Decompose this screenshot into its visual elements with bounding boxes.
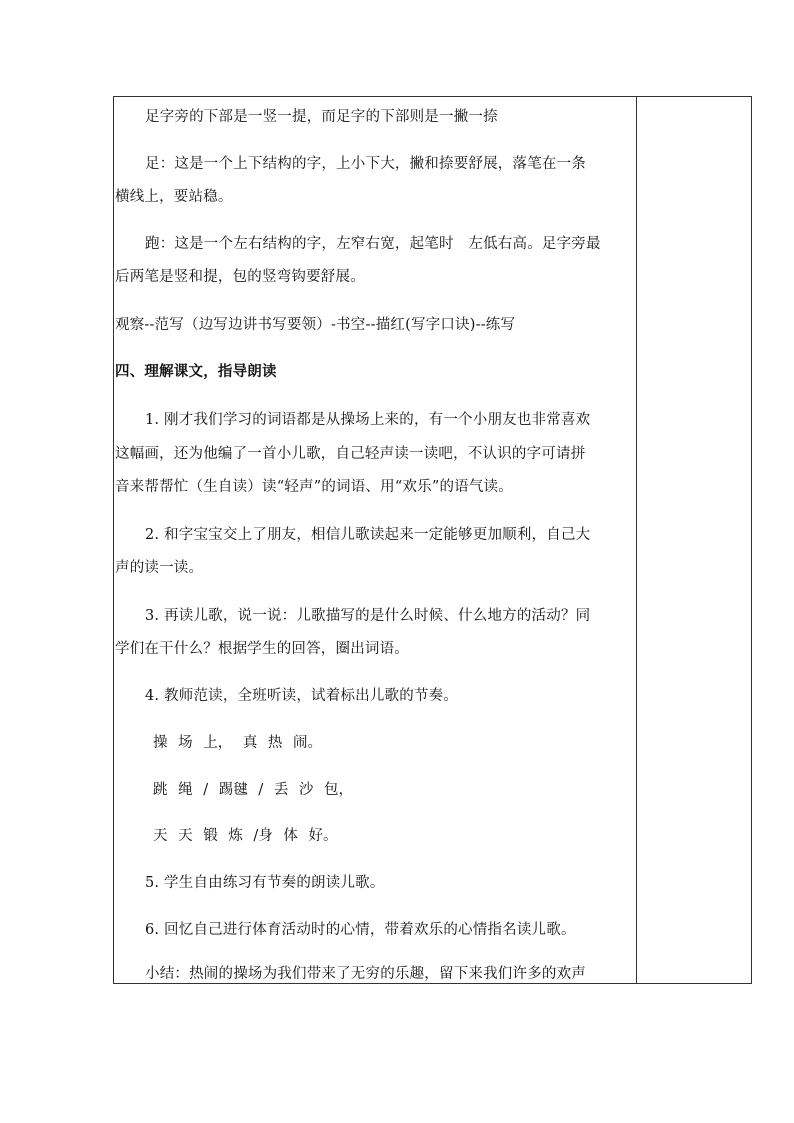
- text-line: 声的读一读。: [115, 560, 204, 576]
- text-line: 学们在干什么？根据学生的回答，圈出词语。: [115, 641, 409, 657]
- text-line: 1. 刚才我们学习的词语都是从操场上来的，有一个小朋友也非常喜欢: [145, 412, 591, 428]
- text-line: 观察--范写（边写边讲书写要领）-书空--描红(写字口诀)--练写: [115, 317, 516, 333]
- text-line: 这幅画，还为他编了一首小儿歌，自己轻声读一读吧，不认识的字可请拼: [115, 446, 586, 462]
- text-line: 2. 和字宝宝交上了朋友，相信儿歌读起来一定能够更加顺利，自己大: [145, 527, 591, 543]
- section-heading: 四、理解课文，指导朗读: [115, 363, 277, 380]
- text-line: 横线上，要站稳。: [115, 189, 233, 205]
- text-line: 5. 学生自由练习有节奏的朗读儿歌。: [145, 875, 385, 891]
- text-line: 3. 再读儿歌，说一说：儿歌描写的是什么时候、什么地方的活动？同: [145, 608, 591, 624]
- text-line: 小结：热闹的操场为我们带来了无穷的乐趣，留下来我们许多的欢声: [145, 966, 586, 982]
- text-line: 跑：这是一个左右结构的字，左窄右宽，起笔时 左低右高。足字旁最: [145, 236, 601, 252]
- text-line: 4. 教师范读，全班听读，试着标出儿歌的节奏。: [145, 688, 459, 704]
- rhyme-line: 操 场 上， 真 热 闹。: [153, 735, 323, 751]
- text-line: 6. 回忆自己进行体育活动时的心情，带着欢乐的心情指名读儿歌。: [145, 922, 576, 938]
- text-line: 音来帮帮忙（生自读）读“轻声”的词语、用“欢乐”的语气读。: [115, 479, 513, 495]
- text-line: 足：这是一个上下结构的字，上小下大，撇和捺要舒展，落笔在一条: [145, 156, 586, 172]
- lesson-content-cell: [113, 96, 636, 984]
- table-column-divider: [636, 96, 637, 984]
- rhyme-line: 天 天 锻 炼 /身 体 好。: [153, 828, 338, 844]
- text-line: 后两笔是竖和提，包的竖弯钩要舒展。: [115, 269, 365, 285]
- text-line: 足字旁的下部是一竖一提，而足字的下部则是一撇一捺: [145, 109, 498, 125]
- rhyme-line: 跳 绳 / 踢毽 / 丢 沙 包，: [153, 782, 354, 798]
